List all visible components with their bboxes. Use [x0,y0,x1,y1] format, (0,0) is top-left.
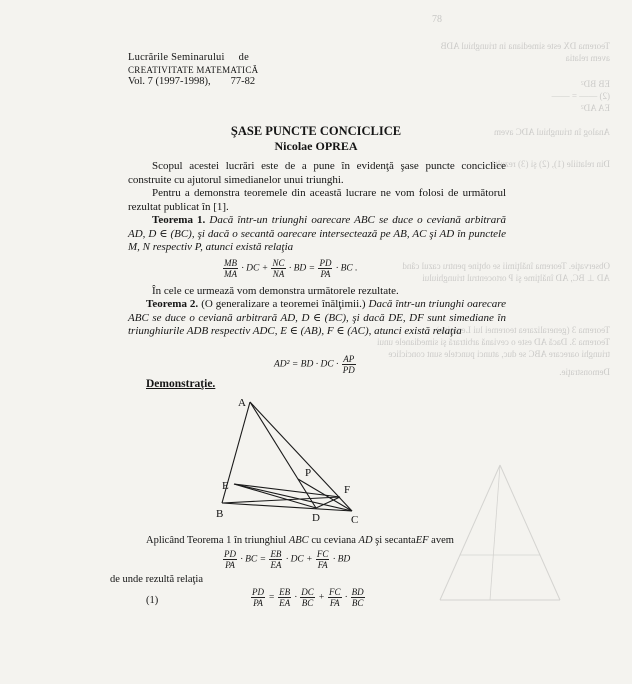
bleed-line: Teorema DX este simediana in triunghiul ADB [440,41,610,51]
following-text: În cele ce urmează vom demonstra următorele rezultate. [152,285,399,297]
bleed-line: Observaţie. Teorema înălţimii se obţine pentru cazul când [402,261,610,271]
journal-name: CREATIVITATE MATEMATICĂ [128,65,259,75]
theorem-2-text: Dacă într-un triunghi oarecare ABC se duce o ceviană arbitrară AD, D ∈ (BC), şi dacă DE, DF sunt simediane în triunghiurile ADB respectiv ADC, E ∈ (AB), F ∈ (AC), atunci există relaţia [128,298,507,337]
triangle-figure [212,396,372,524]
label-E: E [222,480,229,492]
bleed-line: avem relatia [565,53,610,63]
bleed-line: Din relatiile (1), (2) şi (3) rezultă [491,159,610,169]
label-F: F [344,484,351,496]
bleed-line: EB BD² [581,79,610,89]
whence-text: de unde rezultă relaţia [110,574,203,585]
intro-paragraph-1: Scopul acestei lucrări este de a pune în evidenţă şase puncte conciclice construite cu ajutorul simedianelor unui triunghi. [128,160,506,186]
label-C: C [351,514,359,526]
paper-author: Nicolae OPREA [274,139,358,153]
label-P: P [305,467,312,479]
bleed-line: EA AD² [581,103,610,113]
journal-header [128,52,258,88]
paper-title: ŞASE PUNCTE CONCICLICE [230,124,402,138]
applying-text: Aplicând Teorema 1 în triunghiul ABC cu ceviana AD şi secantaEF avem [146,535,454,546]
intro-paragraph-2: Pentru a demonstra teoremele din această lucrare ne vom folosi de următorul rezultat publicat în [1]. [128,187,506,213]
bleed-line: Teorema 3. Dacă AD este o ceviană arbitrară şi simedianele unui [376,337,610,347]
journal-volume: Vol. 7 (1997-1998), [128,76,211,87]
theorem-1-text: Dacă într-un triunghi oarecare ABC se duce o ceviană arbitrară AD, D ∈ (BC), şi dacă o secantă oarecare intersectează pe AB, AC şi AD în punctele M, N respectiv P, atunci există relaţia [128,214,506,253]
bleed-line: Analog în triunghiul ADC avem [494,127,610,137]
formula-theorem-2: AD² = BD · DC · $\frac{AP}{PD}$ [274,354,355,375]
label-B: B [216,508,224,520]
theorem-2-lead: (O generalizare a teoremei înălţimii.) [201,298,366,310]
formula-theorem-1: $\frac{MB}{MA}$ · DC + $\frac{NC}{NA}$ · BD = $\frac{PD}{PA}$ · BC . [224,258,358,279]
theorem-2-label: Teorema 2. [146,298,199,310]
formula-application: $\frac{PD}{PA}$ · BC = $\frac{EB}{EA}$ · DC + $\frac{FC}{FA}$ · BD [224,549,351,570]
journal-series: Lucrările Seminarului [128,52,225,63]
page-mark: 78 [432,14,442,25]
theorem-1-label: Teorema 1. [152,214,206,226]
side-AC [250,402,352,511]
bleed-line: Teorema 3 (generalizarea teoremei lui Lemoine) [435,325,610,335]
symmedian-DF [316,497,340,508]
journal-pages: 77-82 [230,76,256,87]
demonstration-heading: Demonstraţie. [146,378,216,390]
bleed-line: triunghi oarecare ABC se duc, atunci punctele sunt conciclice [388,349,610,359]
theorem-2 [128,298,506,339]
label-A: A [238,397,246,409]
formula-relation-1: $\frac{PD}{PA}$ = $\frac{EB}{EA}$ · $\frac{DC}{BC}$ + $\frac{FC}{FA}$ · $\frac{BD}{BC}$ [252,587,364,608]
equation-number: (1) [146,595,159,606]
bleed-line: AD ⊥ BC, AD înălţime şi P ortocentrul triunghiului [422,273,610,283]
journal-de: de [238,52,249,63]
label-D: D [312,512,320,524]
theorem-1 [128,214,506,255]
bleed-line: Demonstraţie. [559,367,610,377]
bleed-line: (2) —— = —— [551,91,610,101]
